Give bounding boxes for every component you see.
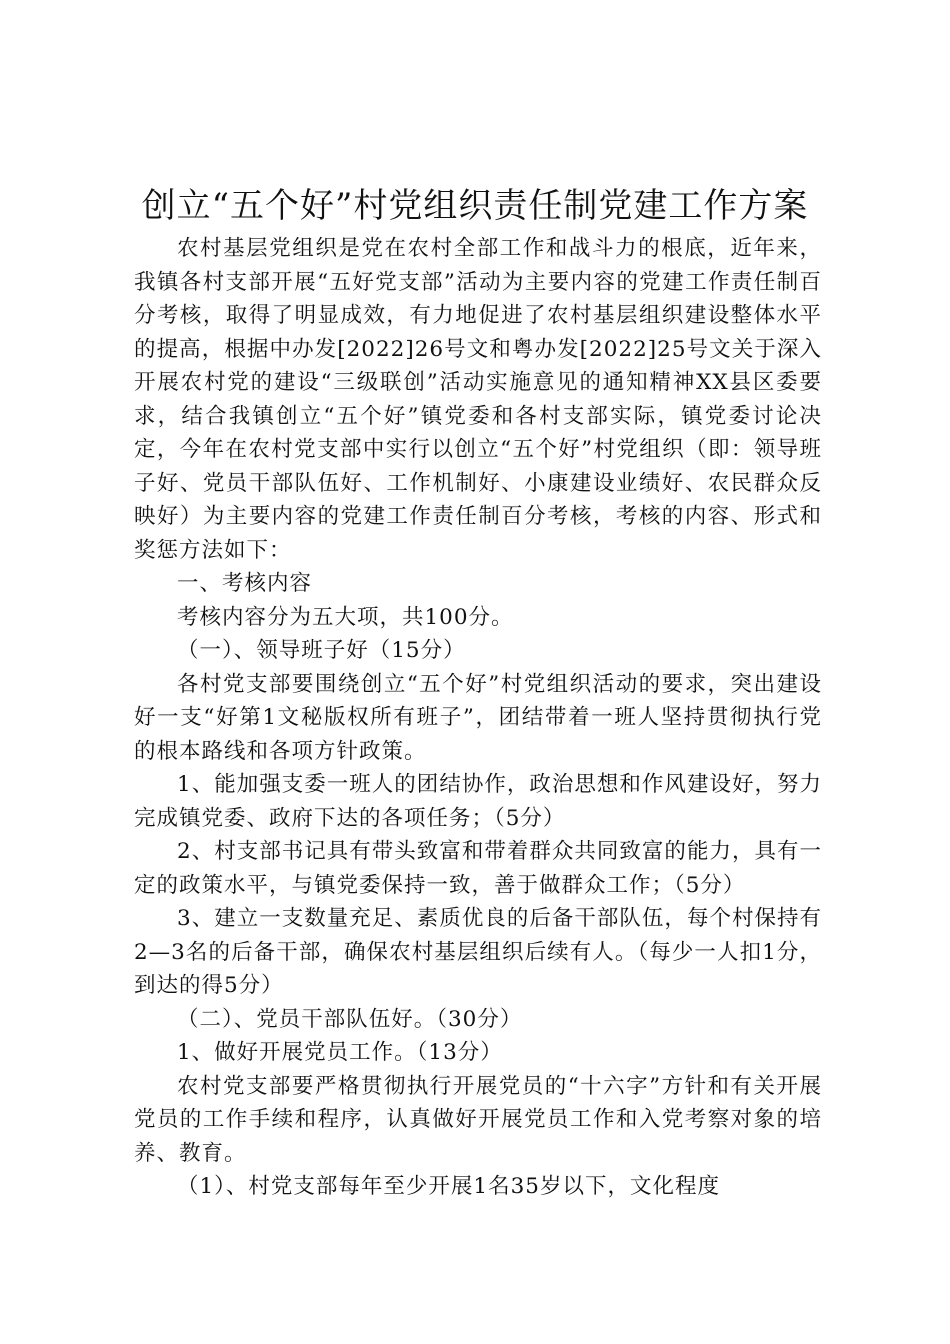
subsection-heading-cadres: （二）、党员干部队伍好。（30分） <box>177 1006 523 1032</box>
paragraph-member-development: 农村党支部要严格贯彻执行开展党员的“十六字”方针和有关开展党员的工作手续和程序，认真做好开展党员工作和入党考察对象的培养、教育。 <box>134 1073 822 1166</box>
list-item-1: 1、能加强支委一班人的团结协作，政治思想和作风建设好，努力完成镇党委、政府下达的各项任务；（5分） <box>134 772 822 831</box>
section-heading-assessment: 一、考核内容 <box>177 571 313 596</box>
subsection-heading-leadership: （一）、领导班子好（15分） <box>177 638 466 663</box>
paragraph-assessment-total: 考核内容分为五大项，共100分。 <box>177 604 514 630</box>
document-body <box>134 232 822 1204</box>
list-item-3: 3、建立一支数量充足、素质优良的后备干部队伍，每个村保持有2—3名的后备干部，确保农村基层组织后续有人。（每少一人扣1分，到达的得5分） <box>134 906 822 998</box>
list-item-sub-1: （1）、村党支部每年至少开展1名35岁以下，文化程度 <box>177 1174 720 1199</box>
list-item-2: 2、村支部书记具有带头致富和带着群众共同致富的能力，具有一定的政策水平，与镇党委保持一致，善于做群众工作；（5分） <box>134 839 822 898</box>
document-title: 创立“五个好”村党组织责任制党建工作方案 <box>141 186 809 226</box>
paragraph-leadership: 各村党支部要围绕创立“五个好”村党组织活动的要求，突出建设好一支“好第1文秘版权所有班子”，团结带着一班人坚持贯彻执行党的根本路线和各项方针政策。 <box>134 671 822 764</box>
paragraph-intro: 农村基层党组织是党在农村全部工作和战斗力的根底，近年来，我镇各村支部开展“五好党支部”活动为主要内容的党建工作责任制百分考核，取得了明显成效，有力地促进了农村基层组织建设整体水平的提高，根据中办发[2022]26号文和粤办发[2022]25号文关于深入开展农村党的建设“三级联创”活动实施意见的通知精神XX县区委要求，结合我镇创立“五个好”镇党委和各村支部实际，镇党委讨论决定，今年在农村党支部中实行以创立“五个好”村党组织（即：领导班子好、党员干部队伍好、工作机制好、小康建设业绩好、农民群众反映好）为主要内容的党建工作责任制百分考核，考核的内容、形式和奖惩方法如下： <box>134 236 822 563</box>
list-item-member-development: 1、做好开展党员工作。（13分） <box>177 1040 503 1065</box>
